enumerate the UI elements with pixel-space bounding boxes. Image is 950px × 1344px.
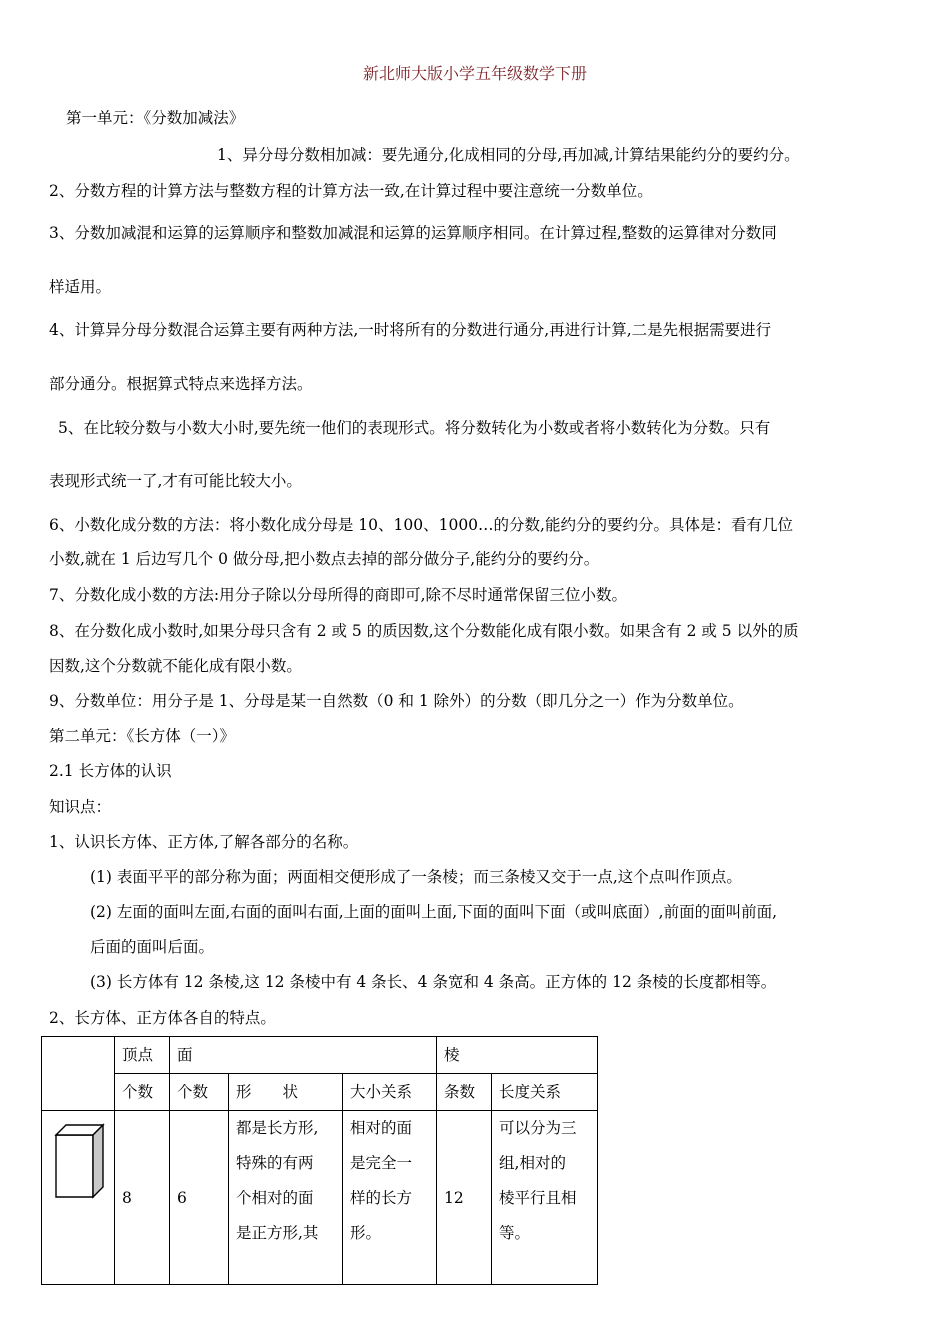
unit1-heading: 第一单元：《分数加减法》	[66, 109, 245, 127]
cell-vertex-count: 8	[115, 1111, 170, 1285]
cell-edge-count: 12	[437, 1111, 492, 1285]
knowledge-point-1-2-line2: 后面的面叫后面。	[90, 938, 215, 956]
unit1-point-2: 2、分数方程的计算方法与整数方程的计算方法一致,在计算过程中要注意统一分数单位。	[49, 182, 653, 200]
unit1-point-5-line1: 5、在比较分数与小数大小时,要先统一他们的表现形式。将分数转化为小数或者将小数转化为分数。只有	[58, 419, 771, 437]
unit1-point-4-line2: 部分通分。根据算式特点来选择方法。	[49, 375, 313, 393]
table-corner-cell	[42, 1037, 115, 1111]
unit2-heading: 第二单元：《长方体（一）》	[49, 727, 236, 745]
cell-face-size	[343, 1111, 437, 1285]
header-face: 面	[170, 1037, 437, 1074]
edge-length-line-2: 组,相对的	[499, 1154, 566, 1172]
subheader-face-size: 大小关系	[343, 1074, 437, 1111]
cell-face-count: 6	[170, 1111, 229, 1285]
unit1-point-5-line2: 表现形式统一了,才有可能比较大小。	[49, 472, 302, 490]
cell-face-shape	[229, 1111, 343, 1285]
subheader-edge-count: 条数	[437, 1074, 492, 1111]
edge-length-line-1: 可以分为三	[499, 1119, 577, 1137]
subheader-face-count: 个数	[170, 1074, 229, 1111]
knowledge-point-2: 2、长方体、正方体各自的特点。	[49, 1009, 276, 1027]
knowledge-point-1: 1、认识长方体、正方体,了解各部分的名称。	[49, 833, 359, 851]
unit1-point-6-line1: 6、小数化成分数的方法：将小数化成分母是 10、100、1000…的分数,能约分的要约分。具体是：看有几位	[49, 516, 793, 534]
face-size-line-4: 形。	[350, 1224, 382, 1242]
unit2-section-title: 2.1 长方体的认识	[49, 762, 172, 780]
unit1-point-8-line1: 8、在分数化成小数时,如果分母只含有 2 或 5 的质因数,这个分数能化成有限小数。如果含有 2 或 5 以外的质	[49, 622, 799, 640]
unit1-point-4-line1: 4、计算异分母分数混合运算主要有两种方法,一时将所有的分数进行通分,再进行计算,二是先根据需要进行	[49, 321, 772, 339]
cuboid-figure-cell	[42, 1111, 115, 1285]
edge-length-line-3: 棱平行且相	[499, 1189, 577, 1207]
face-size-line-2: 是完全一	[350, 1154, 413, 1172]
table-header-row	[42, 1037, 598, 1074]
knowledge-point-1-3: (3) 长方体有 12 条棱,这 12 条棱中有 4 条长、4 条宽和 4 条高。正方体的 12 条棱的长度都相等。	[90, 973, 777, 991]
unit1-point-9: 9、分数单位：用分子是 1、分母是某一自然数（0 和 1 除外）的分数（即几分之一）作为分数单位。	[49, 692, 744, 710]
unit1-point-6-line2: 小数,就在 1 后边写几个 0 做分母,把小数点去掉的部分做分子,能约分的要约分。	[49, 550, 600, 568]
face-shape-line-2: 特殊的有两	[236, 1154, 314, 1172]
cuboid-icon	[42, 1111, 115, 1271]
subheader-edge-length: 长度关系	[492, 1074, 598, 1111]
face-shape-line-4: 是正方形,其	[236, 1224, 319, 1242]
unit1-point-3-line2: 样适用。	[49, 278, 112, 296]
cuboid-properties-table	[41, 1036, 598, 1285]
unit1-point-7: 7、分数化成小数的方法:用分子除以分母所得的商即可,除不尽时通常保留三位小数。	[49, 586, 628, 604]
header-vertex: 顶点	[115, 1037, 170, 1074]
unit1-point-3-line1: 3、分数加减混和运算的运算顺序和整数加减混和运算的运算顺序相同。在计算过程,整数的运算律对分数同	[49, 224, 777, 242]
subheader-vertex-count: 个数	[115, 1074, 170, 1111]
cell-edge-length	[492, 1111, 598, 1285]
unit1-point-1: 1、异分母分数相加减：要先通分,化成相同的分母,再加减,计算结果能约分的要约分。	[217, 146, 800, 164]
knowledge-point-1-2-line1: (2) 左面的面叫左面,右面的面叫右面,上面的面叫上面,下面的面叫下面（或叫底面）,前面的面叫前面,	[90, 903, 778, 921]
unit1-point-8-line2: 因数,这个分数就不能化成有限小数。	[49, 657, 302, 675]
table-row	[42, 1111, 598, 1285]
face-shape-line-3: 个相对的面	[236, 1189, 314, 1207]
face-shape-line-1: 都是长方形,	[236, 1119, 319, 1137]
document-title: 新北师大版小学五年级数学下册	[362, 64, 587, 83]
table-subheader-row	[42, 1074, 598, 1111]
edge-length-line-4: 等。	[499, 1224, 531, 1242]
header-edge: 棱	[437, 1037, 598, 1074]
face-size-line-3: 样的长方	[350, 1189, 413, 1207]
knowledge-label: 知识点：	[49, 798, 112, 816]
knowledge-point-1-1: (1) 表面平平的部分称为面；两面相交便形成了一条棱；而三条棱又交于一点,这个点叫作顶点。	[90, 868, 742, 886]
face-size-line-1: 相对的面	[350, 1119, 413, 1137]
subheader-face-shape: 形 状	[229, 1074, 343, 1111]
